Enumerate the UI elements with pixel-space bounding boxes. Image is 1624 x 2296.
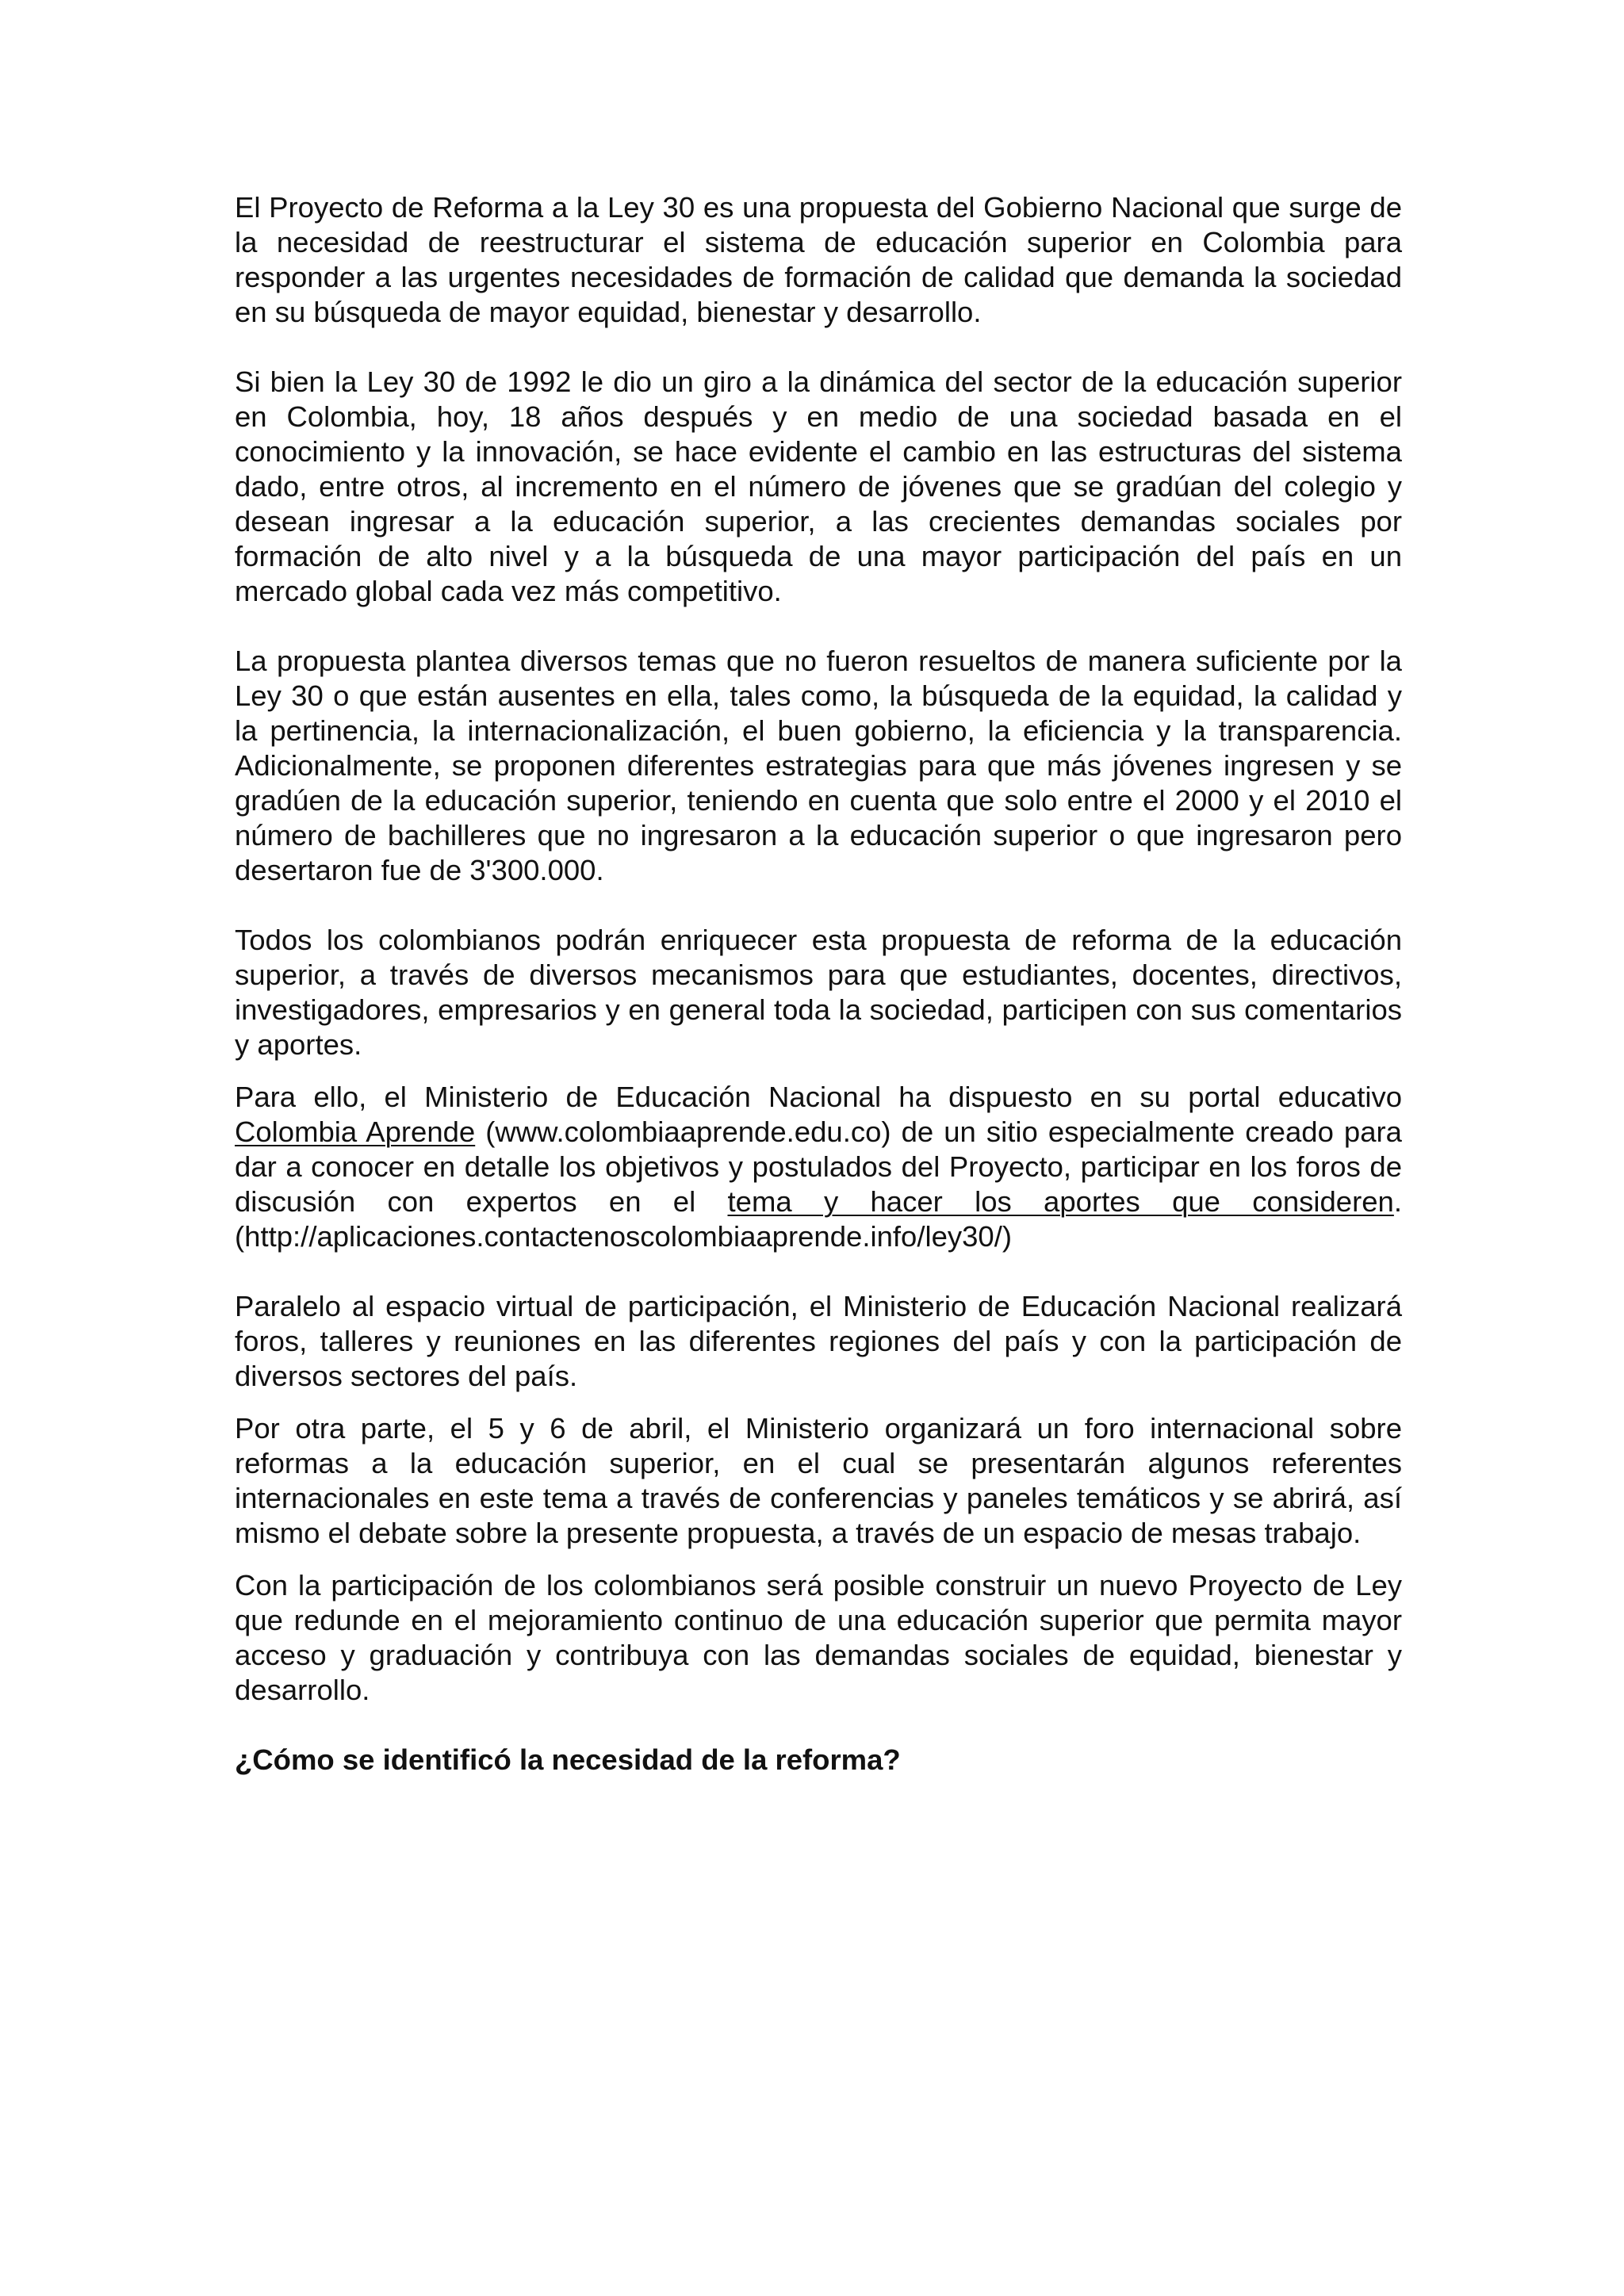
paragraph-international-forum: Por otra parte, el 5 y 6 de abril, el Ministerio organizará un foro internacional sobre reformas a la educación superior, en el cual se presentarán algunos referentes internacionales en este tema a través de conferencias y paneles temáticos y se abrirá, así mismo el debate sobre la presente propuesta, a través de un espacio de mesas trabajo. (235, 1412, 1402, 1549)
colombia-aprende-link[interactable]: Colombia Aprende (235, 1115, 476, 1148)
portal-middle-text: (www.colombiaaprende.edu.co) de un sitio especialmente creado para dar a conocer en detalle los objetivos y postulados del Proyecto, participar en los foros de discusión con expertos en el (235, 1115, 1402, 1218)
paragraph-conclusion: Con la participación de los colombianos será posible construir un nuevo Proyecto de Ley que redunde en el mejoramiento continuo de una educación superior que permita mayor acceso y graduación y contribuya con las demandas sociales de equidad, bienestar y desarrollo. (235, 1569, 1402, 1706)
paragraph-portal (235, 1080, 1402, 1254)
document-body (235, 190, 1402, 1777)
paragraph-participation: Todos los colombianos podrán enriquecer esta propuesta de reforma de la educación superior, a través de diversos mecanismos para que estudiantes, docentes, directivos, investigadores, empresarios y en general toda la sociedad, participen con sus comentarios y aportes. (235, 924, 1402, 1061)
paragraph-regional-forums: Paralelo al espacio virtual de participación, el Ministerio de Educación Nacional realizará foros, talleres y reuniones en las diferentes regiones del país y con la participación de diversos sectores del país. (235, 1290, 1402, 1392)
paragraph-proposal-topics: La propuesta plantea diversos temas que no fueron resueltos de manera suficiente por la Ley 30 o que están ausentes en ella, tales como, la búsqueda de la equidad, la calidad y la pertinencia, la internacionalización, el buen gobierno, la eficiencia y la transparencia. Adicionalmente, se proponen diferentes estrategias para que más jóvenes ingresen y se gradúen de la educación superior, teniendo en cuenta que solo entre el 2000 y el 2010 el número de bachilleres que no ingresaron a la educación superior o que ingresaron pero desertaron fue de 3'300.000. (235, 645, 1402, 886)
paragraph-intro: El Proyecto de Reforma a la Ley 30 es una propuesta del Gobierno Nacional que surge de la necesidad de reestructurar el sistema de educación superior en Colombia para responder a las urgentes necesidades de formación de calidad que demanda la sociedad en su búsqueda de mayor equidad, bienestar y desarrollo. (235, 191, 1402, 328)
section-heading: ¿Cómo se identificó la necesidad de la reforma? (235, 1743, 901, 1776)
forum-topic-link[interactable]: tema y hacer los aportes que consideren (727, 1185, 1394, 1218)
portal-intro-text: Para ello, el Ministerio de Educación Nacional ha dispuesto en su portal educativo (235, 1081, 1402, 1113)
portal-end-text: . (http://aplicaciones.contactenoscolombiaaprende.info/ley30/) (235, 1185, 1402, 1253)
paragraph-ley-30-context: Si bien la Ley 30 de 1992 le dio un giro a la dinámica del sector de la educación superior en Colombia, hoy, 18 años después y en medio de una sociedad basada en el conocimiento y la innovación, se hace evidente el cambio en las estructuras del sistema dado, entre otros, al incremento en el número de jóvenes que se gradúan del colegio y desean ingresar a la educación superior, a las crecientes demandas sociales por formación de alto nivel y a la búsqueda de una mayor participación del país en un mercado global cada vez más competitivo. (235, 365, 1402, 607)
